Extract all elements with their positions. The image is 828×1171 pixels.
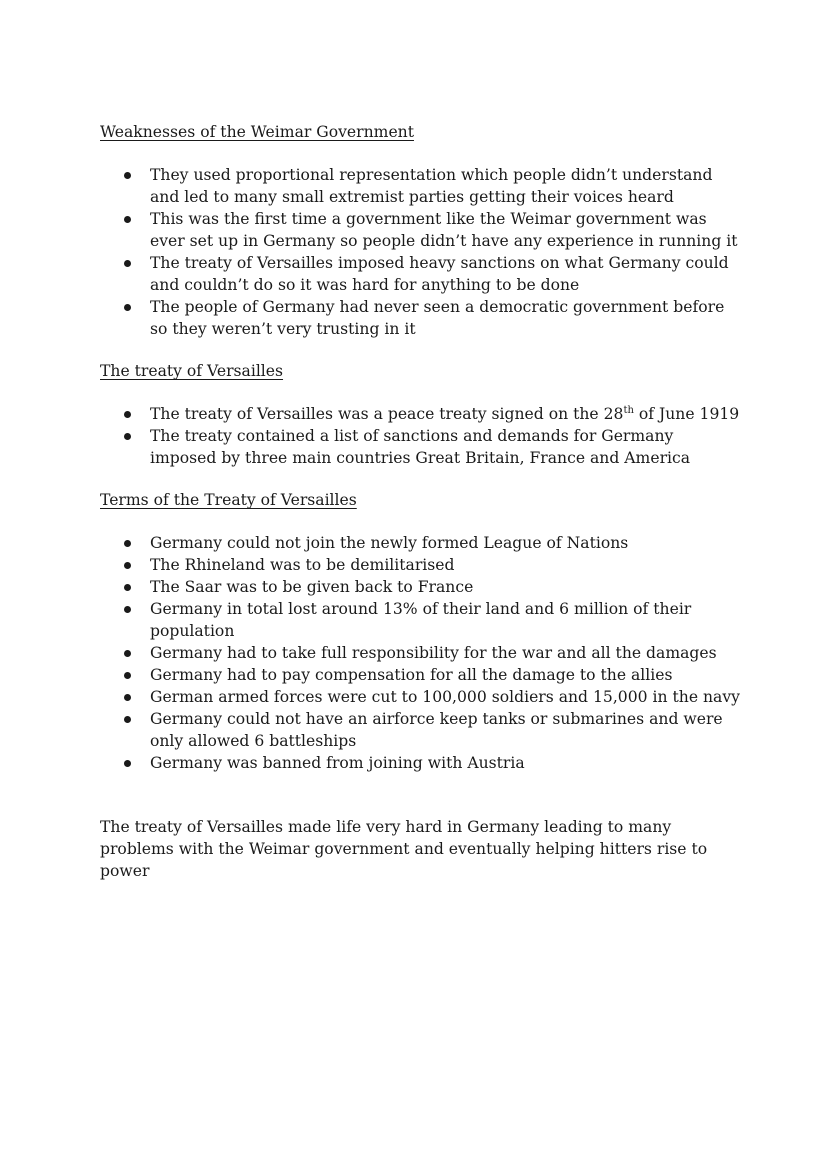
bullet-icon <box>124 260 131 267</box>
list-item <box>100 252 740 296</box>
list-item <box>100 554 740 576</box>
bullet-icon <box>124 672 131 679</box>
list-item <box>100 532 740 554</box>
bullet-icon <box>124 216 131 223</box>
bullet-icon <box>124 650 131 657</box>
list-item <box>100 403 740 425</box>
list-item <box>100 686 740 708</box>
bullet-icon <box>124 540 131 547</box>
bullet-icon <box>124 716 131 723</box>
list-item <box>100 598 740 642</box>
list-item <box>100 164 740 208</box>
list-item-text: They used proportional representation which people didn’t understand and led to many small extremist parties getting their voices heard <box>150 166 713 206</box>
bullet-icon <box>124 606 131 613</box>
bullet-icon <box>124 694 131 701</box>
heading-terms: Terms of the Treaty of Versailles <box>100 491 357 509</box>
bullet-icon <box>124 433 131 440</box>
bullet-icon <box>124 411 131 418</box>
list-item <box>100 576 740 598</box>
bullet-icon <box>124 304 131 311</box>
bullet-icon <box>124 584 131 591</box>
list-item-text: The people of Germany had never seen a democratic government before so they weren’t very trusting in it <box>150 298 725 338</box>
list-item-text: This was the first time a government like the Weimar government was ever set up in Germany so people didn’t have any experience in running it <box>150 210 738 250</box>
conclusion-paragraph: The treaty of Versailles made life very hard in Germany leading to many problems with the Weimar government and eventually helping hitters rise to power <box>100 818 708 880</box>
list-item-text: The treaty contained a list of sanctions and demands for Germany imposed by three main countries Great Britain, France and America <box>150 427 691 467</box>
list-weaknesses <box>100 164 740 340</box>
list-item-text: Germany had to pay compensation for all the damage to the allies <box>150 666 673 684</box>
list-item <box>100 752 740 774</box>
list-item-text: The Rhineland was to be demilitarised <box>150 556 455 574</box>
heading-weaknesses: Weaknesses of the Weimar Government <box>100 123 414 141</box>
list-item-text: Germany could not join the newly formed League of Nations <box>150 534 629 552</box>
list-item <box>100 296 740 340</box>
list-item-text: The treaty of Versailles was a peace treaty signed on the 28 <box>150 405 624 423</box>
list-item-text-end: of June 1919 <box>633 405 740 423</box>
list-item-text: The Saar was to be given back to France <box>150 578 474 596</box>
list-item <box>100 208 740 252</box>
heading-treaty: The treaty of Versailles <box>100 362 284 380</box>
list-item-text: Germany in total lost around 13% of their land and 6 million of their population <box>150 600 692 640</box>
document-page <box>100 121 740 882</box>
list-item-text: The treaty of Versailles imposed heavy sanctions on what Germany could and couldn’t do so it was hard for anything to be done <box>150 254 729 294</box>
list-terms <box>100 532 740 774</box>
list-item <box>100 425 740 469</box>
list-treaty <box>100 403 740 469</box>
list-item <box>100 664 740 686</box>
list-item-text: Germany was banned from joining with Austria <box>150 754 525 772</box>
bullet-icon <box>124 172 131 179</box>
list-item-text: Germany could not have an airforce keep tanks or submarines and were only allowed 6 battleships <box>150 710 723 750</box>
bullet-icon <box>124 562 131 569</box>
list-item <box>100 708 740 752</box>
list-item <box>100 642 740 664</box>
list-item-text: Germany had to take full responsibility for the war and all the damages <box>150 644 717 662</box>
ordinal-suffix: th <box>623 404 634 416</box>
bullet-icon <box>124 760 131 767</box>
list-item-text: German armed forces were cut to 100,000 soldiers and 15,000 in the navy <box>150 688 740 706</box>
